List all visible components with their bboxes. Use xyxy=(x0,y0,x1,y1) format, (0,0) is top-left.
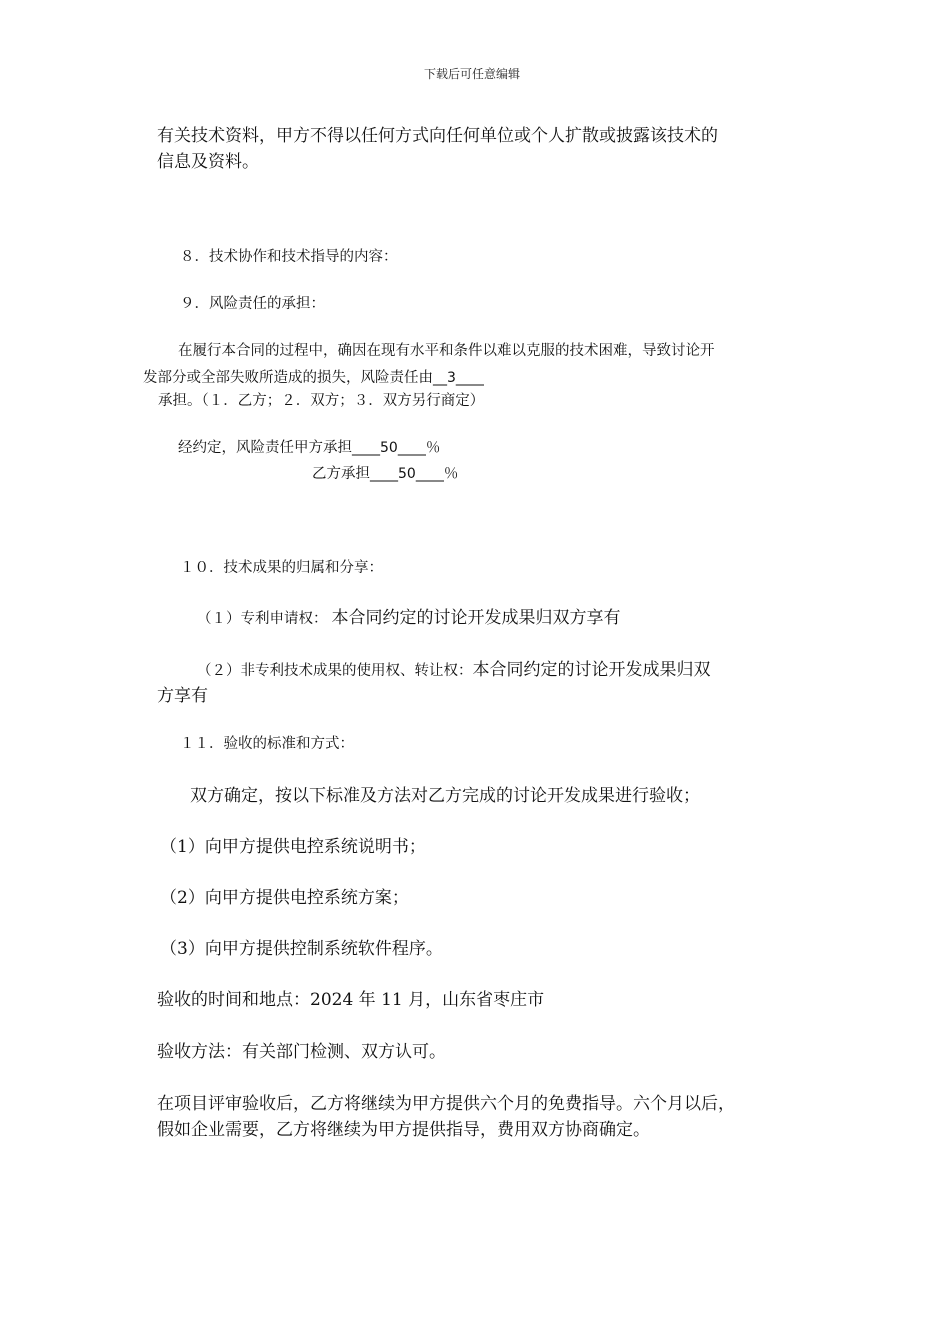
acceptance-item-1: （1）向甲方提供电控系统说明书； xyxy=(160,837,426,857)
section-11-heading: １１．验收的标准和方式： xyxy=(180,736,354,752)
risk-party-blank: __3____ xyxy=(433,370,484,386)
risk-share-a-label: 经约定，风险责任甲方承担 xyxy=(178,440,352,456)
acceptance-method: 验收方法：有关部门检测、双方认可。 xyxy=(157,1042,446,1062)
acceptance-time-place: 验收的时间和地点：2024 年 11 月，山东省枣庄市 xyxy=(157,990,545,1010)
after-acceptance-line-2: 假如企业需要，乙方将继续为甲方提供指导，费用双方协商确定。 xyxy=(157,1120,650,1140)
risk-line-2-text: 发部分或全部失败所造成的损失，风险责任由 xyxy=(143,370,433,386)
section-8-heading: ８．技术协作和技术指导的内容： xyxy=(180,249,398,265)
after-acceptance-line-1: 在项目评审验收后，乙方将继续为甲方提供六个月的免费指导。六个月以后， xyxy=(157,1094,735,1114)
acceptance-intro: 双方确定，按以下标准及方法对乙方完成的讨论开发成果进行验收； xyxy=(190,786,700,806)
risk-share-b-value: ____50____ xyxy=(370,466,444,482)
risk-line-1: 在履行本合同的过程中，确因在现有水平和条件以难以克服的技术困难，导致讨论开 xyxy=(178,343,715,359)
risk-line-3: 承担。（１．乙方；２．双方；３．双方另行商定） xyxy=(158,393,485,409)
patent-right-label: （１）专利申请权： xyxy=(197,611,328,627)
patent-right-text: 本合同约定的讨论开发成果归双方享有 xyxy=(331,608,621,628)
risk-share-a-value: ____50____ xyxy=(352,440,426,456)
nonpatent-right-text: 本合同约定的讨论开发成果归双 xyxy=(472,660,711,680)
page-header: 下载后可任意编辑 xyxy=(424,67,521,81)
risk-line-2 xyxy=(143,371,484,386)
risk-share-a-unit: ％ xyxy=(425,440,441,456)
risk-share-party-b xyxy=(312,467,458,482)
risk-share-b-label: 乙方承担 xyxy=(312,466,370,482)
section-10-item-1 xyxy=(197,610,621,627)
acceptance-item-2: （2）向甲方提供电控系统方案； xyxy=(160,888,409,908)
section-9-heading: ９．风险责任的承担： xyxy=(180,296,325,312)
intro-line-2: 信息及资料。 xyxy=(157,152,259,172)
section-10-item-2 xyxy=(197,662,711,679)
nonpatent-right-label: （２）非专利技术成果的使用权、转让权： xyxy=(197,663,473,679)
risk-share-b-unit: ％ xyxy=(443,466,459,482)
section-10-item-2-cont: 方享有 xyxy=(157,686,208,706)
intro-line-1: 有关技术资料，甲方不得以任何方式向任何单位或个人扩散或披露该技术的 xyxy=(157,126,718,146)
risk-share-party-a xyxy=(178,441,440,456)
section-10-heading: １０．技术成果的归属和分享： xyxy=(180,560,383,576)
acceptance-item-3: （3）向甲方提供控制系统软件程序。 xyxy=(160,939,443,959)
